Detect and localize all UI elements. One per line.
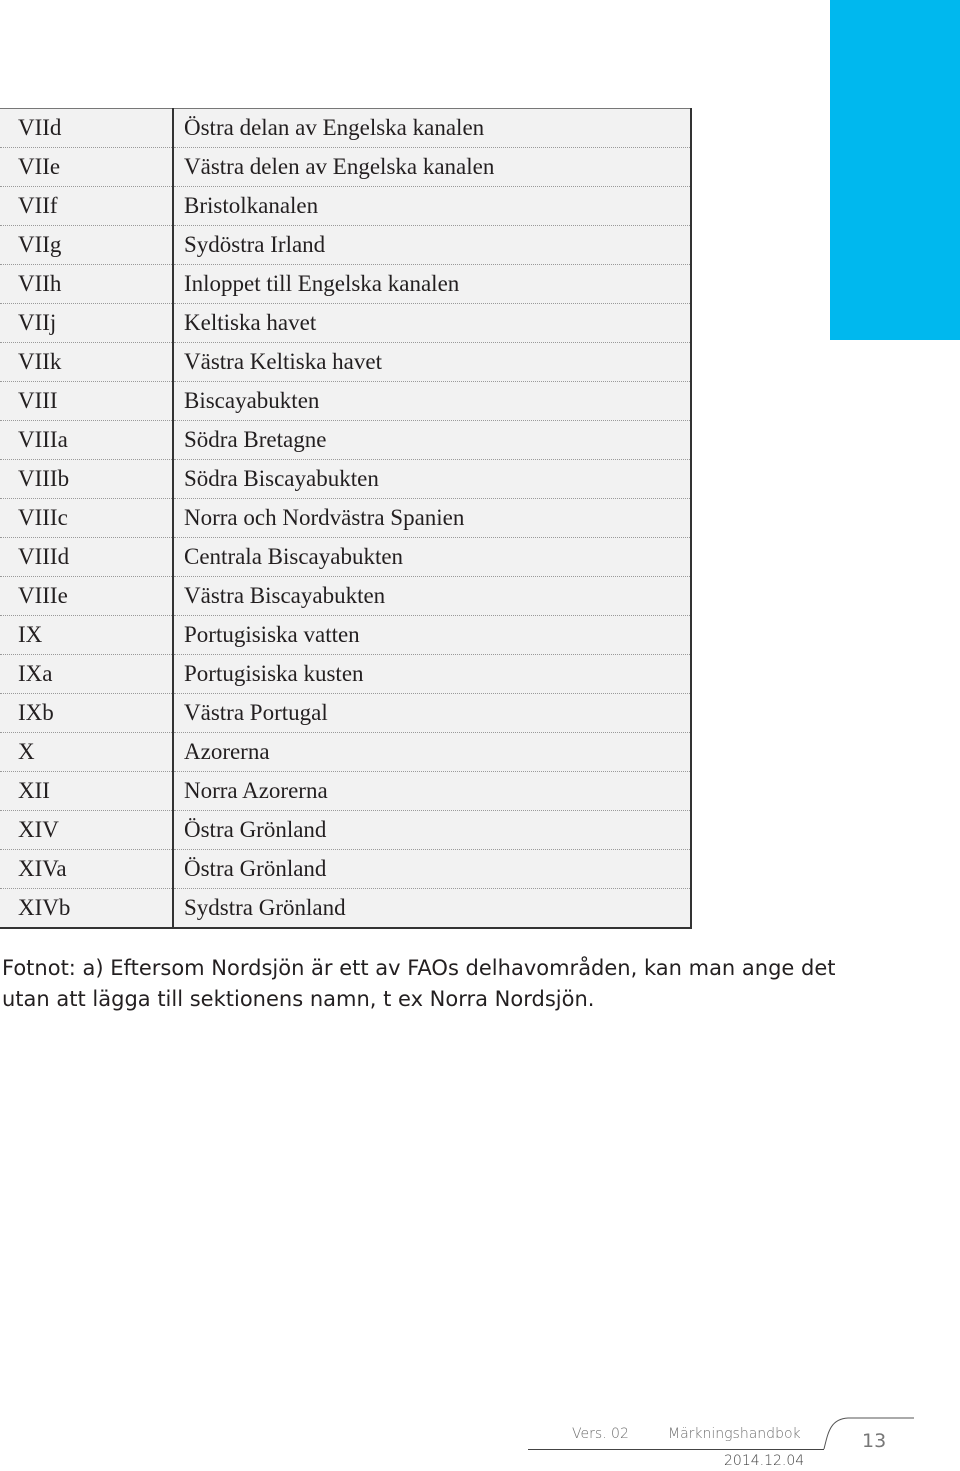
footer-version: Vers. 02 bbox=[572, 1426, 629, 1442]
area-name-cell: Sydstra Grönland bbox=[173, 889, 691, 929]
area-code-cell: IX bbox=[0, 616, 173, 655]
area-code-cell: IXb bbox=[0, 694, 173, 733]
table-row bbox=[0, 655, 691, 694]
area-code-cell: IXa bbox=[0, 655, 173, 694]
table-row bbox=[0, 187, 691, 226]
table-row bbox=[0, 616, 691, 655]
area-code-cell: X bbox=[0, 733, 173, 772]
table-row bbox=[0, 304, 691, 343]
table-row bbox=[0, 148, 691, 187]
area-code-cell: VIIg bbox=[0, 226, 173, 265]
area-code-cell: VIIIc bbox=[0, 499, 173, 538]
area-code-cell: VIIf bbox=[0, 187, 173, 226]
area-name-cell: Portugisiska vatten bbox=[173, 616, 691, 655]
area-name-cell: Södra Bretagne bbox=[173, 421, 691, 460]
area-name-cell: Inloppet till Engelska kanalen bbox=[173, 265, 691, 304]
table-row bbox=[0, 265, 691, 304]
footer-rule bbox=[528, 1449, 824, 1450]
area-code-cell: XIVb bbox=[0, 889, 173, 929]
area-name-cell: Östra Grönland bbox=[173, 850, 691, 889]
area-name-cell: Bristolkanalen bbox=[173, 187, 691, 226]
area-code-cell: XIV bbox=[0, 811, 173, 850]
table-row bbox=[0, 226, 691, 265]
area-name-cell: Azorerna bbox=[173, 733, 691, 772]
table-row bbox=[0, 577, 691, 616]
area-name-cell: Västra Biscayabukten bbox=[173, 577, 691, 616]
area-name-cell: Norra och Nordvästra Spanien bbox=[173, 499, 691, 538]
area-code-cell: XII bbox=[0, 772, 173, 811]
area-name-cell: Biscayabukten bbox=[173, 382, 691, 421]
table-row bbox=[0, 538, 691, 577]
area-name-cell: Norra Azorerna bbox=[173, 772, 691, 811]
blue-accent-tab bbox=[830, 0, 960, 340]
area-code-cell: VIIj bbox=[0, 304, 173, 343]
footer-date: 2014.12.04 bbox=[724, 1453, 805, 1469]
table-row bbox=[0, 460, 691, 499]
area-code-cell: VIIIa bbox=[0, 421, 173, 460]
table-row bbox=[0, 850, 691, 889]
area-code-cell: XIVa bbox=[0, 850, 173, 889]
footnote: Fotnot: a) Eftersom Nordsjön är ett av FAOs delhavområden, kan man ange det utan att lägga till sektionens namn, t ex Norra Nordsjön. bbox=[2, 956, 836, 1011]
table-row bbox=[0, 889, 691, 929]
area-name-cell: Södra Biscayabukten bbox=[173, 460, 691, 499]
page-number: 13 bbox=[862, 1430, 887, 1452]
fishing-area-table-body bbox=[0, 109, 691, 929]
table-row bbox=[0, 382, 691, 421]
table-row bbox=[0, 811, 691, 850]
area-code-cell: VIId bbox=[0, 109, 173, 148]
area-name-cell: Västra Keltiska havet bbox=[173, 343, 691, 382]
area-name-cell: Sydöstra Irland bbox=[173, 226, 691, 265]
area-code-cell: VIIIb bbox=[0, 460, 173, 499]
area-code-cell: VIIh bbox=[0, 265, 173, 304]
table-row bbox=[0, 421, 691, 460]
area-code-cell: VIIe bbox=[0, 148, 173, 187]
fishing-area-table bbox=[0, 108, 692, 929]
footer-title: Märkningshandbok bbox=[668, 1426, 801, 1442]
area-name-cell: Keltiska havet bbox=[173, 304, 691, 343]
area-code-cell: VIIk bbox=[0, 343, 173, 382]
area-name-cell: Östra delan av Engelska kanalen bbox=[173, 109, 691, 148]
area-code-cell: VIIIe bbox=[0, 577, 173, 616]
area-code-cell: VIII bbox=[0, 382, 173, 421]
table-row bbox=[0, 733, 691, 772]
table-row bbox=[0, 772, 691, 811]
table-row bbox=[0, 499, 691, 538]
table-row bbox=[0, 343, 691, 382]
area-name-cell: Centrala Biscayabukten bbox=[173, 538, 691, 577]
area-name-cell: Västra Portugal bbox=[173, 694, 691, 733]
area-name-cell: Västra delen av Engelska kanalen bbox=[173, 148, 691, 187]
area-name-cell: Portugisiska kusten bbox=[173, 655, 691, 694]
area-name-cell: Östra Grönland bbox=[173, 811, 691, 850]
table-row bbox=[0, 109, 691, 148]
area-code-cell: VIIId bbox=[0, 538, 173, 577]
table-row bbox=[0, 694, 691, 733]
